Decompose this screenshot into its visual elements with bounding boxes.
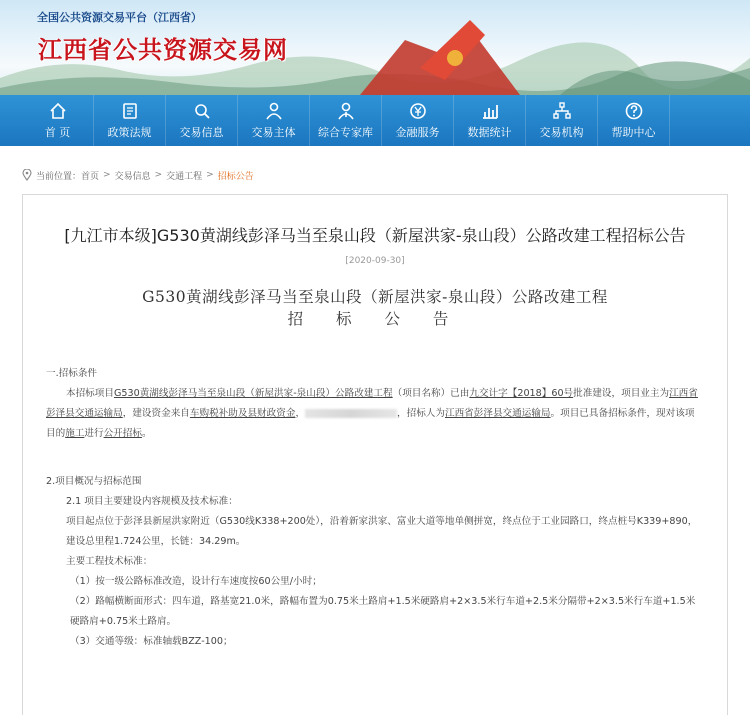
fund-source: 车购税补助及县财政资金 <box>189 408 296 419</box>
text-span: ， <box>295 408 306 419</box>
nav-expert-pool[interactable] <box>310 95 382 146</box>
article-panel <box>22 194 728 715</box>
book-icon <box>120 101 140 121</box>
nav-label: 交易主体 <box>251 126 296 139</box>
location-pin-icon <box>22 169 32 181</box>
chart-icon <box>480 101 500 121</box>
help-icon <box>624 101 644 121</box>
section-heading: 一.招标条件 <box>46 368 98 379</box>
home-icon <box>48 101 68 121</box>
text-span: 进行 <box>84 428 104 439</box>
approval-number: 九交计字【2018】60号 <box>469 388 574 399</box>
breadcrumb-separator: > <box>154 170 163 180</box>
breadcrumb-separator: > <box>103 170 111 180</box>
nav-label: 政策法规 <box>107 126 152 139</box>
nav-trade-info[interactable] <box>166 95 238 146</box>
section-heading: 2.项目概况与招标范围 <box>46 476 142 487</box>
tech-standards-heading: 主要工程技术标准： <box>66 556 153 567</box>
tender-scope: 施工 <box>65 428 85 439</box>
subsection-heading: 2.1 项目主要建设内容规模及技术标准： <box>66 496 238 507</box>
text-span: 。项目已具备招标条件，现对该项目的 <box>46 408 695 439</box>
nav-institutions[interactable] <box>526 95 598 146</box>
redacted-text <box>305 409 397 418</box>
nav-finance[interactable] <box>382 95 454 146</box>
nav-statistics[interactable] <box>454 95 526 146</box>
search-icon <box>192 101 212 121</box>
article-date: [2020-09-30] <box>345 256 405 266</box>
article-title: [九江市本级]G530黄湖线彭泽马当至泉山段（新屋洪家-泉山段）公路改建工程招标公告 <box>64 226 686 245</box>
breadcrumb-home[interactable]: 首页 <box>81 171 100 182</box>
nav-label: 帮助中心 <box>611 126 656 139</box>
article-body <box>23 364 727 652</box>
paragraph-tender-conditions <box>46 384 704 444</box>
project-overview-text: 项目起点位于彭泽县新屋洪家附近（G530线K338+200处），沿着新家洪家、富业大道等地单侧拼宽，终点位于工业园路口，终点桩号K339+890，建设总里程1.724公里，长链：34.29m。 <box>66 516 698 547</box>
project-owner: 江西省彭泽县交通运输局 <box>46 388 698 419</box>
text-span: 。 <box>141 428 152 439</box>
nav-policy[interactable] <box>94 95 166 146</box>
document-title-line2: 招 标 公 告 <box>287 310 463 328</box>
breadcrumb-prefix: 当前位置： <box>36 171 82 182</box>
site-logo-title[interactable]: 江西省公共资源交易网 <box>38 36 288 64</box>
text-span: （项目名称）已由 <box>392 388 470 399</box>
project-name: G530黄湖线彭泽马当至泉山段（新屋洪家-泉山段）公路改建工程 <box>113 388 393 399</box>
nav-label: 金融服务 <box>395 126 440 139</box>
org-icon <box>552 101 572 121</box>
tech-standard-item: （1）按一级公路标准改造，设计行车速度按60公里/小时； <box>70 576 322 587</box>
text-span: 批准建设，项目业主为 <box>573 388 670 399</box>
nav-label: 数据统计 <box>467 126 512 139</box>
tender-method: 公开招标 <box>103 428 142 439</box>
tech-standard-item: （3）交通等级：标准轴载BZZ-100； <box>70 636 233 647</box>
document-title <box>23 286 727 330</box>
nav-home[interactable] <box>22 95 94 146</box>
header-banner <box>0 0 750 95</box>
breadcrumb-traffic-engineering[interactable]: 交通工程 <box>166 171 203 182</box>
nav-label: 首 页 <box>44 126 71 139</box>
person-icon <box>264 101 284 121</box>
expert-icon <box>336 101 356 121</box>
nav-help[interactable] <box>598 95 670 146</box>
nav-trade-subject[interactable] <box>238 95 310 146</box>
nav-label: 交易机构 <box>539 126 584 139</box>
text-span: 本招标项目 <box>66 388 114 399</box>
money-icon <box>408 101 428 121</box>
breadcrumb <box>0 162 750 188</box>
nav-label: 交易信息 <box>179 126 224 139</box>
breadcrumb-separator: > <box>206 170 214 180</box>
text-span: ，招标人为 <box>397 408 445 419</box>
breadcrumb-current[interactable]: 招标公告 <box>217 171 254 182</box>
document-title-line1: G530黄湖线彭泽马当至泉山段（新屋洪家-泉山段）公路改建工程 <box>142 288 608 306</box>
site-subtitle: 全国公共资源交易平台（江西省） <box>37 11 202 24</box>
text-span: ，建设资金来自 <box>122 408 190 419</box>
breadcrumb-trade-info[interactable]: 交易信息 <box>114 171 151 182</box>
main-nav <box>0 95 750 146</box>
tenderer: 江西省彭泽县交通运输局 <box>445 408 551 419</box>
tech-standard-item: （2）路幅横断面形式：四车道，路基宽21.0米，路幅布置为0.75米土路肩+1.5米硬路肩+2×3.5米行车道+2.5米分隔带+2×3.5米行车道+1.5米硬路肩+0.75米土路肩。 <box>70 596 696 627</box>
nav-label: 综合专家库 <box>318 126 373 139</box>
